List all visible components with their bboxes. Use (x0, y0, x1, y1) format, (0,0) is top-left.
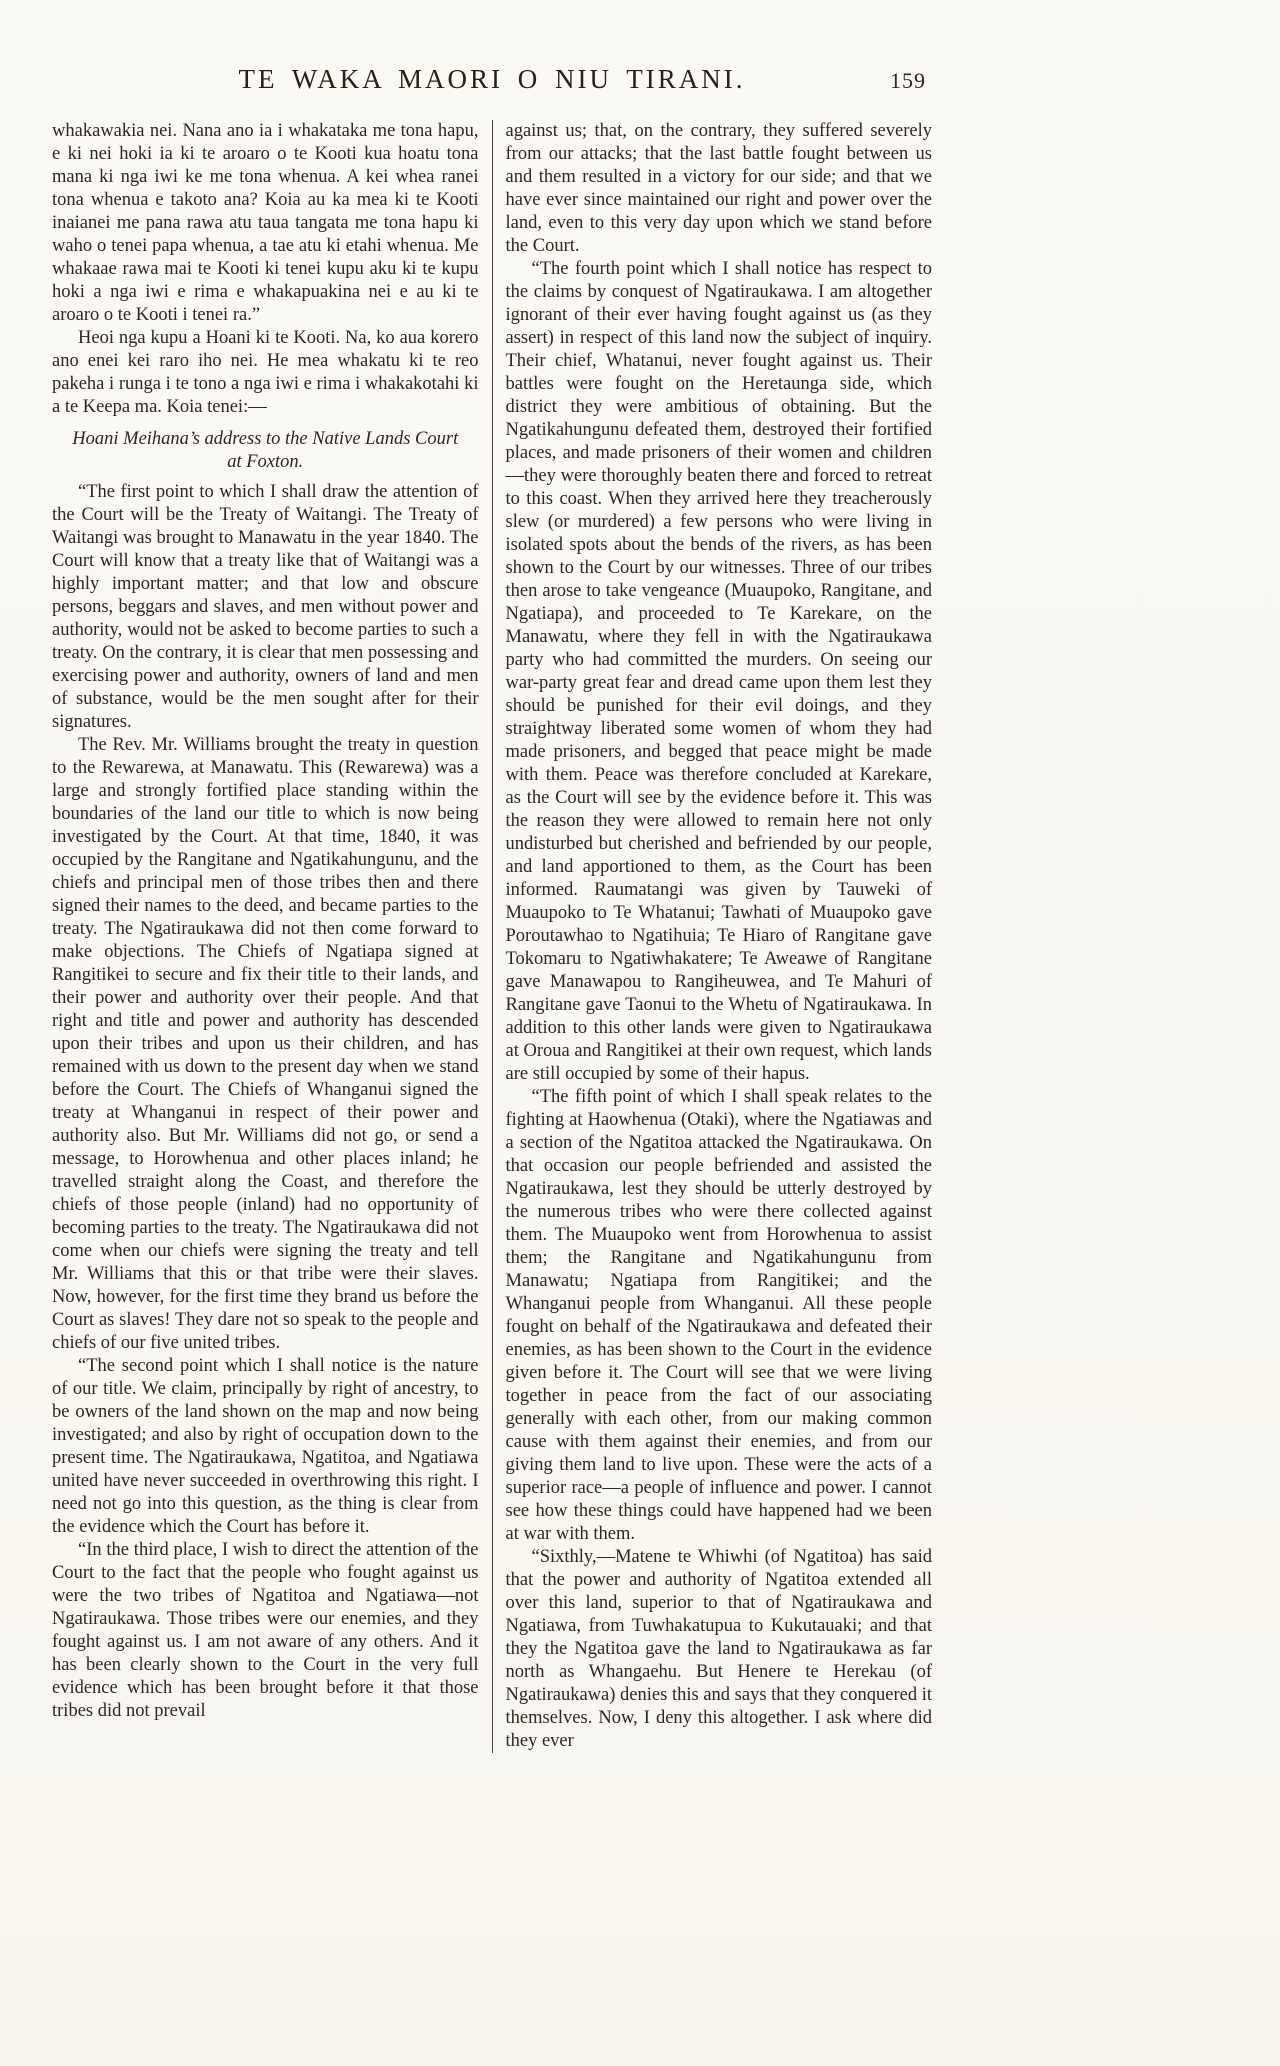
paragraph-third-point-continuation: against us; that, on the contrary, they suffered severely from our attacks; that the last battle fought between us and them resulted in a victory for our side; and that we have ever since maintained our right and power over the land, even to this very day upon which we stand before the Court. (505, 121, 932, 256)
page-number: 159 (890, 68, 926, 93)
two-column-body (52, 120, 932, 1753)
address-heading: Hoani Meihana’s address to the Native Lands Court at Foxton. (72, 429, 459, 472)
paragraph-third-point: “In the third place, I wish to direct the attention of the Court to the fact that the people who fought against us were the two tribes of Ngatitoa and Ngatiawa—not Ngatiraukawa. Those tribes were our enemies, and they fought against us. I am not aware of any others. And it has been clearly shown to the Court in the very full evidence which has been brought before it that those tribes did not prevail (52, 1540, 479, 1721)
left-column (52, 120, 492, 1753)
paragraph-sixth-point: “Sixthly,—Matene te Whiwhi (of Ngatitoa) has said that the power and authority of Ngatitoa extended all over this land, superior to that of Ngatiraukawa and Ngatiawa, from Tuwhakatupua to Kukutauaki; and that they the Ngatitoa gave the land to Ngatiraukawa as far north as Whangaehu. But Henere te Herekau (of Ngatiraukawa) denies this and says that they conquered it themselves. Now, I deny this altogether. I ask where did they ever (505, 1547, 932, 1751)
paragraph-fourth-point: “The fourth point which I shall notice has respect to the claims by conquest of Ngatiraukawa. I am altogether ignorant of their ever having fought against us (as they assert) in respect of this land now the subject of inquiry. Their chief, Whatanui, never fought against us. Their battles were fought on the Heretaunga side, which district they were ambitious of obtaining. But the Ngatikahungunu defeated them, destroyed their fortified places, and made prisoners of their women and children—they were thoroughly beaten there and forced to retreat to this coast. When they arrived here they treacherously slew (or murdered) a few persons who were living in isolated spots about the bends of the rivers, as has been shown to the Court by our witnesses. Three of our tribes then arose to take vengeance (Muaupoko, Rangitane, and Ngatiapa), and proceeded to Te Karekare, on the Manawatu, where they fell in with the Ngatiraukawa party who had committed the murders. On seeing our war-party great fear and dread came upon them lest they should be punished for their evil doings, and they straightway liberated some women of whom they had made prisoners, and begged that peace might be made with them. Peace was therefore concluded at Karekare, as the Court will see by the evidence before it. This was the reason they were allowed to remain here not only undisturbed but cherished and befriended by our people, and land apportioned to them, as the Court has been informed. Raumatangi was given by Tauweki of Muaupoko to Te Whatanui; Tawhati of Muaupoko gave Poroutawhao to Ngatihuia; Te Hiaro of Rangitane gave Tokomaru to Ngatiwhakatere; Te Aweawe of Rangitane gave Manawapou to Rangiheuwea, and Te Mahuri of Rangitane gave Taonui to the Whetu of Ngatiraukawa. In addition to this other lands were given to Ngatiraukawa at Oroua and Rangitikei at their own request, which lands are still occupied by some of their hapus. (505, 259, 932, 1084)
paragraph-fifth-point: “The fifth point of which I shall speak relates to the fighting at Haowhenua (Otaki), where the Ngatiawas and a section of the Ngatitoa attacked the Ngatiraukawa. On that occasion our people befriended and assisted the Ngatiraukawa, lest they should be utterly destroyed by the numerous tribes who were there collected against them. The Muaupoko went from Horowhenua to assist them; the Rangitane and Ngatikahungunu from Manawatu; Ngatiapa from Rangitikei; and the Whanganui people from Whanganui. All these people fought on behalf of the Ngatiraukawa and defeated their enemies, as has been shown to the Court in the evidence given before it. The Court will see that we were living together in peace from the fact of our associating generally with each other, from our making common cause with them against their enemies, and from our giving them land to live upon. These were the acts of a superior race—a people of influence and power. I cannot see how these things could have happened had we been at war with them. (505, 1087, 932, 1544)
paragraph-rev-williams: The Rev. Mr. Williams brought the treaty in question to the Rewarewa, at Manawatu. This (Rewarewa) was a large and strongly fortified place standing within the boundaries of the land our title to which is now being investigated by the Court. At that time, 1840, it was occupied by the Rangitane and Ngatikahungunu, and the chiefs and principal men of those tribes then and there signed their names to the deed, and became parties to the treaty. The Ngatiraukawa did not then come forward to make objections. The Chiefs of Ngatiapa signed at Rangitikei to secure and fix their title to their lands, and their power and authority over their people. And that right and title and power and authority has descended upon their tribes and upon us their children, and has remained with us down to the present day when we stand before the Court. The Chiefs of Whanganui signed the treaty at Whanganui in respect of their power and authority also. But Mr. Williams did not go, or send a message, to Horowhenua and other places inland; he travelled straight along the Coast, and therefore the chiefs of those people (inland) had no opportunity of becoming parties to the treaty. The Ngatiraukawa did not come when our chiefs were signing the treaty and tell Mr. Williams that this or that tribe were their slaves. Now, however, for the first time they brand us before the Court as slaves! They dare not so speak to the people and chiefs of our five united tribes. (52, 735, 479, 1353)
page-title: TE WAKA MAORI O NIU TIRANI. (238, 64, 746, 94)
right-column (493, 120, 933, 1753)
paragraph-second-point: “The second point which I shall notice is the nature of our title. We claim, principally by right of ancestry, to be owners of the land shown on the map and now being investigated; and also by right of occupation down to the present time. The Ngatiraukawa, Ngatitoa, and Ngatiawa united have never succeeded in overthrowing this right. I need not go into this question, as the thing is clear from the evidence which the Court has before it. (52, 1356, 479, 1537)
newspaper-page (52, 0, 932, 1753)
paragraph-first-point: “The first point to which I shall draw the attention of the Court will be the Treaty of Waitangi. The Treaty of Waitangi was brought to Manawatu in the year 1840. The Court will know that a treaty like that of Waitangi was a highly important matter; and that low and obscure persons, beggars and slaves, and men without power and authority, would not be asked to become parties to such a treaty. On the contrary, it is clear that men possessing and exercising power and authority, owners of land and men of substance, would be the men sought after for their signatures. (52, 482, 479, 732)
paragraph-maori-closing: Heoi nga kupu a Hoani ki te Kooti. Na, ko aua korero ano enei kei raro iho nei. He mea whakatu ki te reo pakeha i runga i te tono a nga iwi e rima i whakakotahi ki a te Keepa ma. Koia tenei:— (52, 328, 479, 417)
paragraph-maori-continuation: whakawakia nei. Nana ano ia i whakataka me tona hapu, e ki nei hoki ia ki te aroaro o te Kooti kua hoatu tona mana ki nga iwi ke me tona whenua. A kei whea ranei tona whenua e takoto ana? Koia au ka mea ki te Kooti inaianei me pana rawa atu taua tangata me tona hapu ki waho o tenei papa whenua, a tae atu ki etahi whenua. Me whakaae rawa mai te Kooti ki tenei kupu aku ki te kupu hoki a nga iwi e rima e whakapuakina nei e au ki te aroaro o te Kooti i tenei ra.” (52, 121, 479, 325)
masthead (52, 64, 932, 108)
